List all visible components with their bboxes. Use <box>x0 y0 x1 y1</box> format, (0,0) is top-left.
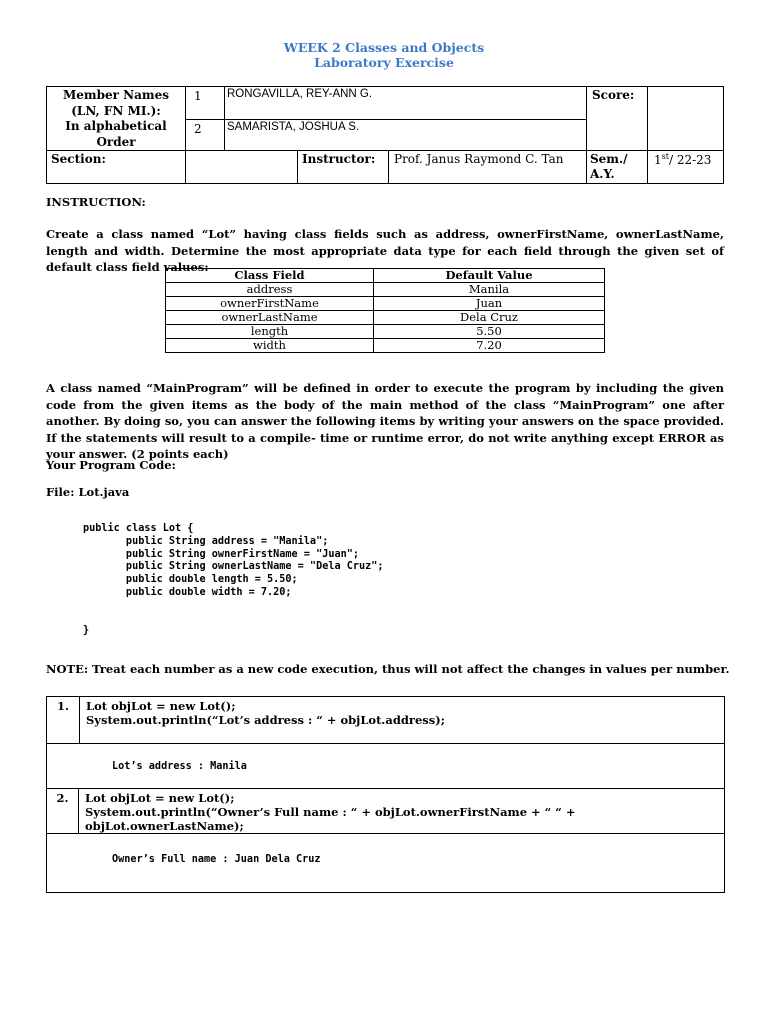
question-row <box>47 789 724 834</box>
section-value <box>186 151 298 184</box>
instructor-name: Prof. Janus Raymond C. Tan <box>389 151 587 184</box>
question-number: 1. <box>47 697 80 743</box>
note: NOTE: Treat each number as a new code execution, thus will not affect the changes in values per number. <box>46 662 730 676</box>
sem-label: Sem./ A.Y. <box>587 151 648 184</box>
table-cell: 7.20 <box>374 339 605 353</box>
table-cell: address <box>166 283 374 297</box>
member-number: 1 <box>186 87 225 120</box>
member-number: 2 <box>186 119 225 150</box>
table-cell: ownerFirstName <box>166 297 374 311</box>
main-program-paragraph: A class named “MainProgram” will be defined in order to execute the program by including the given code from the given items as the body of the main method of the class “MainProgram” one after another. By doing so, you can answer the following items by writing your answers on the space provided. If the statements will result to a compile- time or runtime error, do not write anything except ERROR as your answer. (2 points each) <box>46 381 724 461</box>
question-box <box>46 696 725 893</box>
question-code <box>80 697 451 743</box>
score-value <box>648 87 724 151</box>
file-label: File: Lot.java <box>46 485 130 499</box>
code-line: Lot objLot = new Lot(); <box>85 791 235 805</box>
question-row <box>47 697 724 744</box>
table-cell: Manila <box>374 283 605 297</box>
table-cell: Juan <box>374 297 605 311</box>
instructor-label: Instructor: <box>298 151 389 184</box>
table-cell: 5.50 <box>374 325 605 339</box>
table-cell: Dela Cruz <box>374 311 605 325</box>
table-cell: ownerLastName <box>166 311 374 325</box>
answer-row <box>47 744 724 789</box>
member-names-label: Member Names (LN, FN MI.): In alphabetical Order <box>47 87 186 151</box>
page-title: WEEK 2 Classes and Objects <box>283 40 485 55</box>
class-field-table <box>165 268 605 353</box>
answer-row <box>47 834 724 892</box>
column-header: Default Value <box>374 269 605 283</box>
instruction-heading: INSTRUCTION: <box>46 195 146 209</box>
question-code <box>79 789 724 833</box>
page-subtitle: Laboratory Exercise <box>314 55 454 70</box>
code-line: System.out.println(“Lot’s address : “ + objLot.address); <box>86 713 445 727</box>
table-cell: width <box>166 339 374 353</box>
member-name: SAMARISTA, JOSHUA S. <box>225 119 587 150</box>
column-header: Class Field <box>166 269 374 283</box>
code-block: public class Lot { public String address = "Manila"; public String ownerFirstName = "Juan"; public String ownerLastName = "Dela Cruz"; public double length = 5.50; public double width = 7.20; } <box>83 523 384 637</box>
instruction-paragraph: Create a class named “Lot” having class fields such as address, ownerFirstName, ownerLastName, length and width. Determine the most appropriate data type for each field through the given set of default class field values: <box>46 227 724 274</box>
table-cell: length <box>166 325 374 339</box>
code-line: System.out.println(“Owner’s Full name : “ + objLot.ownerFirstName + “ “ + objLot.ownerLastName); <box>85 805 576 833</box>
member-name: RONGAVILLA, REY-ANN G. <box>225 87 587 120</box>
section-label: Section: <box>47 151 186 184</box>
sem-value: 1st/ 22-23 <box>648 151 724 184</box>
question-number: 2. <box>47 789 79 833</box>
info-table <box>46 86 724 184</box>
answer-text: Lot’s address : Manila <box>112 760 247 772</box>
score-label: Score: <box>587 87 648 151</box>
answer-text: Owner’s Full name : Juan Dela Cruz <box>112 854 321 865</box>
program-code-label: Your Program Code: <box>46 458 176 472</box>
code-line: Lot objLot = new Lot(); <box>86 699 236 713</box>
